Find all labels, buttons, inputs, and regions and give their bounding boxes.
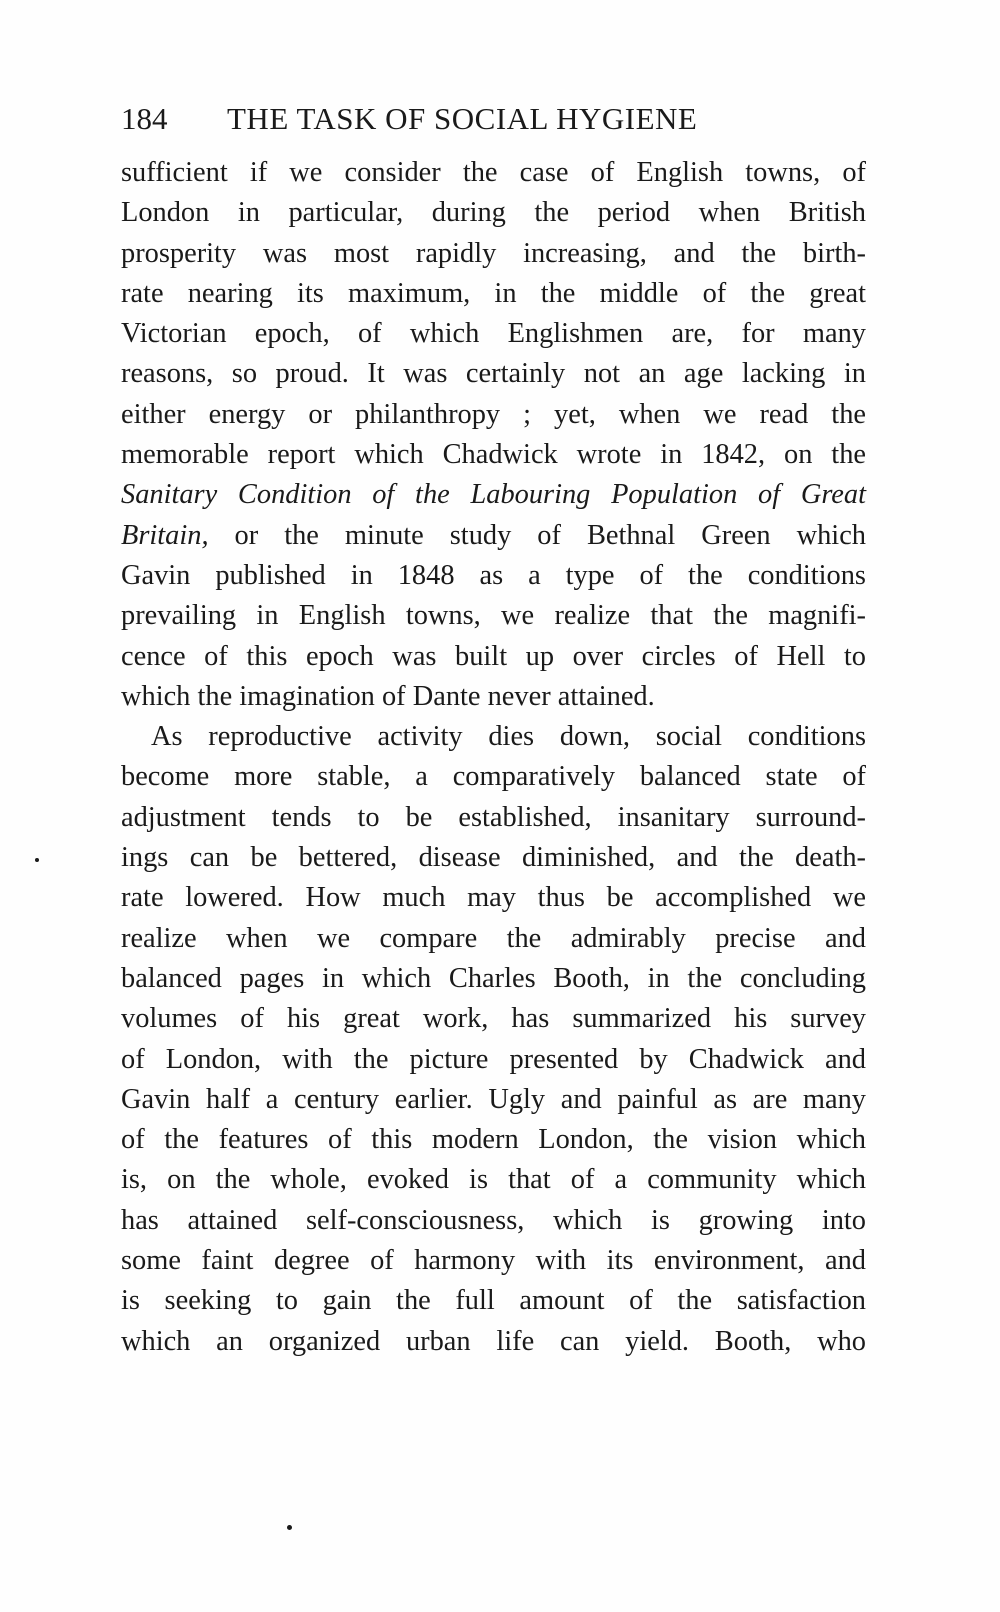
text-line: Gavin published in 1848 as a type of the conditions [121, 559, 866, 591]
text-line: either energy or philanthropy ; yet, when we read the [121, 398, 866, 430]
text-line: is seeking to gain the full amount of the satisfaction [121, 1285, 866, 1317]
text-line: cence of this epoch was built up over circles of Hell to [121, 640, 866, 672]
paragraph-2-first-line: As reproductive activity dies down, social conditions [151, 721, 866, 753]
text-line: memorable report which Chadwick wrote in 1842, on the [121, 439, 866, 471]
body-text [121, 153, 866, 1362]
book-title-italic-end: Britain, [121, 519, 209, 551]
text-line: rate lowered. How much may thus be accomplished we [121, 882, 866, 914]
text-line: sufficient if we consider the case of English towns, of [121, 157, 866, 188]
text-line: balanced pages in which Charles Booth, in the concluding [121, 962, 866, 994]
text-line: rate nearing its maximum, in the middle of the great [121, 277, 866, 309]
text-line: is, on the whole, evoked is that of a community which [121, 1164, 866, 1196]
text-line: of the features of this modern London, the vision which [121, 1124, 866, 1156]
text-line: some faint degree of harmony with its environment, and [121, 1245, 866, 1277]
text-line: volumes of his great work, has summarized his survey [121, 1003, 866, 1035]
text-line: which an organized urban life can yield. Booth, who [121, 1325, 866, 1357]
text-line: become more stable, a comparatively balanced state of [121, 761, 866, 793]
scan-speck [287, 1525, 292, 1530]
book-title-italic: Sanitary Condition of the Labouring Population of Great [121, 479, 866, 511]
scan-speck [35, 858, 39, 862]
running-title: THE TASK OF SOCIAL HYGIENE [227, 101, 698, 136]
page-header [121, 96, 866, 142]
text-line: prevailing in English towns, we realize that the magnifi- [121, 600, 866, 632]
page-number: 184 [121, 101, 168, 136]
text-line: adjustment tends to be established, insanitary surround- [121, 801, 866, 833]
text-line: realize when we compare the admirably precise and [121, 922, 866, 954]
text-line: London in particular, during the period when British [121, 197, 866, 229]
text-line: which the imagination of Dante never attained. [121, 680, 655, 712]
text-line: has attained self-consciousness, which is growing into [121, 1204, 866, 1236]
text-line: reasons, so proud. It was certainly not an age lacking in [121, 358, 866, 390]
text-line-rest: or the minute study of Bethnal Green which [208, 519, 866, 551]
text-line: prosperity was most rapidly increasing, and the birth- [121, 237, 866, 269]
text-line: of London, with the picture presented by Chadwick and [121, 1043, 866, 1075]
text-line [121, 516, 866, 556]
text-line: Victorian epoch, of which Englishmen are, for many [121, 318, 866, 350]
text-line: ings can be bettered, disease diminished, and the death- [121, 842, 866, 874]
text-line: Gavin half a century earlier. Ugly and painful as are many [121, 1083, 866, 1115]
